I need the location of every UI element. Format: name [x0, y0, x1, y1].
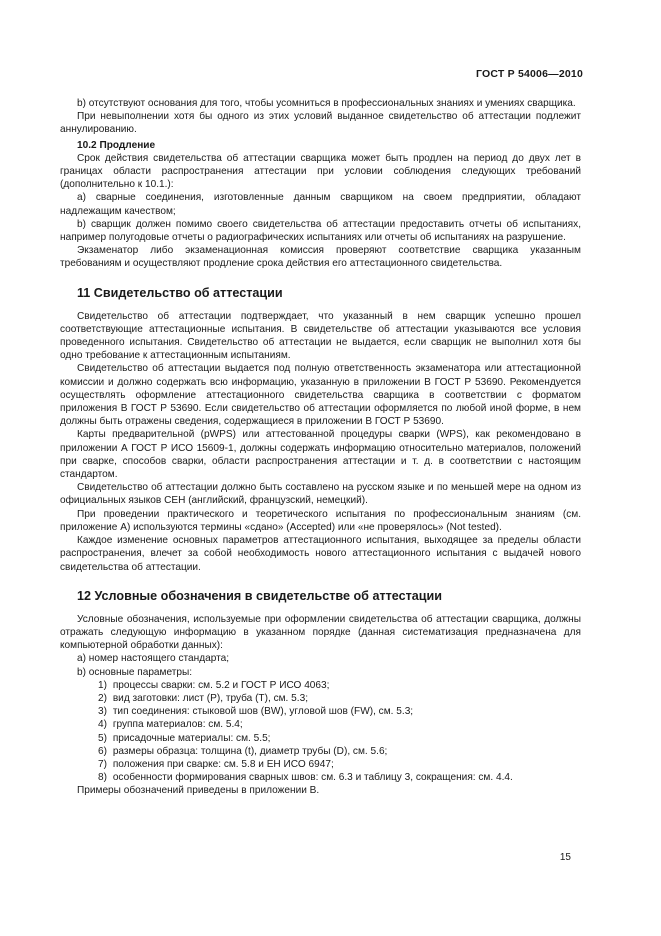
- list-item-a: а) номер настоящего стандарта;: [77, 653, 230, 665]
- list-item: 5) присадочные материалы: см. 5.5;: [98, 732, 271, 744]
- page-number: 15: [559, 852, 571, 863]
- paragraph: Карты предварительной (pWPS) или аттестованной процедуры сварки (WPS), как рекомендовано в приложении А ГОСТ Р ИСО 15609-1, должны содержать информацию относительно материалов, положений при сварке, способов сварки, области распространения аттестации и т. д. в соответствии с настоящим стандартом.: [60, 429, 581, 481]
- list-item: 3) тип соединения: стыковой шов (BW), угловой шов (FW), см. 5.3;: [98, 706, 414, 718]
- paragraph: При проведении практического и теоретического испытания по профессиональным знаниям (см. приложение А) используются термины «сдано» (Accepted) или «не проверялось» (Not tested).: [60, 508, 581, 533]
- paragraph: Экзаменатор либо экзаменационная комиссия проверяют соответствие сварщика указанным требованиям и осуществляют продление срока действия его аттестационного свидетельства.: [60, 245, 581, 270]
- paragraph: Каждое изменение основных параметров аттестационного испытания, выходящее за пределы области распространения, влечет за собой необходимость нового аттестационного испытания с выдачей нового свидетельства об аттестации.: [60, 535, 581, 573]
- list-item-a: а) сварные соединения, изготовленные данным сварщиком на своем предприятии, обладают надлежащим качеством;: [60, 192, 581, 217]
- list-item: 4) группа материалов: см. 5.4;: [98, 719, 243, 731]
- section-heading-12: 12 Условные обозначения в свидетельстве об аттестации: [77, 588, 443, 603]
- section-heading-11: 11 Свидетельство об аттестации: [77, 285, 283, 300]
- parameters-list: [60, 679, 581, 785]
- paragraph: Свидетельство об аттестации подтверждает, что указанный в нем сварщик успешно прошел соответствующие аттестационные испытания. В свидетельстве об аттестации указываются все условия проведенного испытания. Свидетельство об аттестации не выдается, если сварщик не выполнил хотя бы одно требование к аттестационным испытаниям.: [60, 310, 581, 362]
- paragraph: Условные обозначения, используемые при оформлении свидетельства об аттестации сварщика, должны отражать следующую информацию в указанном порядке (данная систематизация предназначена для компьютерной обработки данных):: [60, 613, 581, 652]
- list-item: 7) положения при сварке: см. 5.8 и ЕН ИСО 6947;: [98, 758, 334, 770]
- subsection-heading-10-2: 10.2 Продление: [77, 139, 156, 151]
- paragraph: Свидетельство об аттестации должно быть составлено на русском языке и по меньшей мере на одном из официальных языков CEH (английский, французский, немецкий).: [60, 482, 581, 507]
- standard-code-header: ГОСТ Р 54006—2010: [475, 68, 583, 80]
- list-item: 2) вид заготовки: лист (Р), труба (Т), см. 5.3;: [98, 692, 308, 704]
- list-item: 1) процессы сварки: см. 5.2 и ГОСТ Р ИСО 4063;: [98, 679, 330, 691]
- paragraph: При невыполнении хотя бы одного из этих условий выданное свидетельство об аттестации подлежит аннулированию.: [60, 111, 581, 136]
- paragraph: Примеры обозначений приведены в приложении В.: [77, 785, 320, 797]
- list-item: 8) особенности формирования сварных швов: см. 6.3 и таблицу 3, сокращения: см. 4.4.: [98, 772, 513, 784]
- paragraph: Срок действия свидетельства об аттестации сварщика может быть продлен на период до двух лет в границах области распространения аттестации при условии соблюдения следующих требований (дополнительно к 10.1.):: [60, 152, 581, 191]
- list-item-b: b) основные параметры:: [77, 666, 193, 678]
- list-item: 6) размеры образца: толщина (t), диаметр трубы (D), см. 5.6;: [98, 745, 388, 757]
- paragraph: Свидетельство об аттестации выдается под полную ответственность экзаменатора или аттестационной комиссии и должно содержать всю информацию, указанную в приложении В ГОСТ Р 53690. Рекомендуется осуществлять оформление аттестационного свидетельства сварщика в соответствии с форматом приложения В ГОСТ Р 53690. Если свидетельство об аттестации оформляется по любой иной форме, в нем должны быть отражены сведения, содержащиеся в приложении В ГОСТ Р 53690.: [60, 363, 581, 428]
- list-item-b: b) сварщик должен помимо своего свидетельства об аттестации предоставить отчеты об испытаниях, например полугодовые отчеты о радиографических испытаниях или отчеты об испытаниях на разрушение.: [60, 218, 581, 244]
- paragraph: b) отсутствуют основания для того, чтобы усомниться в профессиональных знаниях и умениях сварщика.: [77, 98, 576, 109]
- page-body: [60, 97, 581, 798]
